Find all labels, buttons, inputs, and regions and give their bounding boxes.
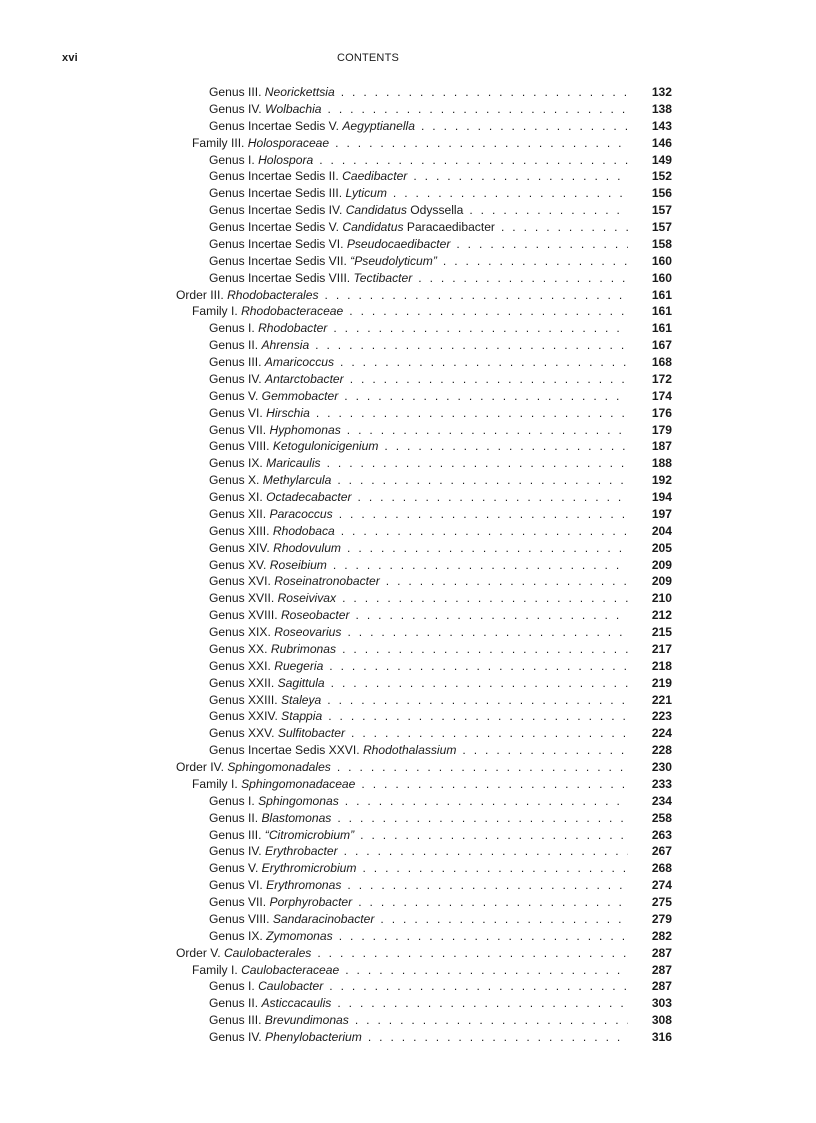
taxon-name: Amaricoccus: [264, 355, 335, 369]
toc-entry-title: [176, 337, 628, 354]
toc-entry: [176, 405, 672, 422]
toc-entry: [176, 911, 672, 928]
toc-entry-title: [176, 489, 628, 506]
toc-entry-title: [176, 168, 628, 185]
taxon-name: Wolbachia: [265, 101, 322, 116]
toc-entry-title: [176, 101, 628, 118]
taxon-name: Holosporaceae: [247, 135, 330, 150]
toc-page-number: 212: [632, 607, 672, 624]
rank-label: Genus IX.: [209, 928, 267, 943]
taxon-name: Candidatus: [342, 220, 404, 234]
taxon-name: Sandaracinobacter: [272, 911, 375, 926]
toc-entry-title: [176, 759, 628, 776]
toc-entry: [176, 810, 672, 827]
rank-label: Genus Incertae Sedis V.: [209, 118, 343, 133]
toc-entry-title: [176, 506, 628, 523]
toc-page-number: 156: [632, 185, 672, 202]
toc-entry-title: [176, 472, 628, 489]
toc-entry-title: [176, 995, 628, 1012]
toc-entry: [176, 337, 672, 354]
rank-label: Genus III.: [209, 355, 265, 369]
toc-entry: [176, 320, 672, 337]
toc-entry: [176, 1029, 672, 1046]
taxon-name: Caulobacterales: [223, 945, 312, 960]
toc-entry-title: [176, 978, 628, 995]
toc-entry: [176, 540, 672, 557]
rank-label: Genus II.: [209, 810, 262, 825]
rank-label: Genus XVIII.: [209, 608, 281, 623]
taxon-name: Rubrimonas: [270, 641, 337, 656]
table-of-contents: [176, 84, 672, 1046]
toc-entry: [176, 354, 672, 371]
taxon-name: Tectibacter: [353, 270, 413, 285]
taxon-name: Aegyptianella: [342, 118, 415, 133]
taxon-name: Rhodovulum: [273, 540, 342, 555]
toc-entry: [176, 692, 672, 709]
rank-label: Order IV.: [176, 760, 228, 774]
toc-entry: [176, 303, 672, 320]
toc-entry: [176, 708, 672, 725]
toc-entry: [176, 236, 672, 253]
taxon-name: Erythromicrobium: [261, 861, 357, 876]
toc-entry: [176, 928, 672, 945]
taxon-name: Roseibium: [269, 557, 327, 572]
taxon-name: Rhodothalassium: [362, 743, 457, 758]
taxon-name: Roseivivax: [277, 591, 337, 606]
toc-page-number: 160: [632, 253, 672, 270]
rank-label: Genus VIII.: [209, 439, 273, 454]
toc-entry-title: [176, 658, 628, 675]
taxon-name: Rhodobaca: [272, 523, 335, 538]
toc-entry: [176, 523, 672, 540]
taxon-name: Paracoccus: [269, 506, 333, 521]
toc-entry: [176, 860, 672, 877]
toc-page-number: 138: [632, 101, 672, 118]
toc-entry: [176, 877, 672, 894]
toc-entry-title: [176, 843, 628, 860]
toc-page-number: 188: [632, 455, 672, 472]
toc-entry-title: [176, 708, 628, 725]
toc-page-number: 218: [632, 658, 672, 675]
rank-label: Genus Incertae Sedis VIII.: [209, 270, 354, 285]
taxon-name: Sagittula: [277, 675, 325, 690]
rank-label: Genus XX.: [209, 641, 271, 656]
toc-page-number: 268: [632, 860, 672, 877]
toc-entry: [176, 962, 672, 979]
taxon-name: Erythrobacter: [265, 844, 338, 859]
toc-entry-title: [176, 202, 628, 219]
rank-label: Genus II.: [209, 996, 262, 1011]
toc-entry-title: [176, 607, 628, 624]
toc-entry: [176, 101, 672, 118]
toc-page-number: 204: [632, 523, 672, 540]
taxon-name: Stappia: [281, 709, 323, 724]
toc-page-number: 282: [632, 928, 672, 945]
toc-page-number: 149: [632, 152, 672, 169]
toc-entry-title: [176, 219, 628, 236]
rank-label: Genus Incertae Sedis II.: [209, 169, 343, 184]
rank-label: Family III.: [192, 135, 248, 150]
toc-entry-title: [176, 438, 628, 455]
rank-label: Paracaedibacter: [403, 220, 495, 234]
toc-entry: [176, 422, 672, 439]
toc-entry: [176, 945, 672, 962]
toc-entry: [176, 658, 672, 675]
taxon-name: Gemmobacter: [261, 388, 339, 403]
taxon-name: Brevundimonas: [264, 1013, 349, 1028]
taxon-name: Rhodobacteraceae: [241, 304, 344, 319]
taxon-name: Caedibacter: [342, 169, 408, 184]
rank-label: Genus XXIII.: [209, 692, 281, 707]
toc-entry: [176, 557, 672, 574]
toc-entry-title: [176, 455, 628, 472]
rank-label: Genus XIII.: [209, 523, 273, 538]
taxon-name: Hyphomonas: [269, 422, 341, 437]
toc-page-number: 152: [632, 168, 672, 185]
toc-page-number: 168: [632, 354, 672, 371]
taxon-name: Roseinatronobacter: [274, 574, 380, 589]
toc-page-number: 221: [632, 692, 672, 709]
toc-entry-title: [176, 371, 628, 388]
toc-page-number: 228: [632, 742, 672, 759]
rank-label: Genus I.: [209, 321, 259, 336]
rank-label: Genus XIV.: [209, 540, 274, 555]
toc-entry-title: [176, 692, 628, 709]
toc-entry-title: [176, 270, 628, 287]
toc-entry: [176, 472, 672, 489]
toc-page-number: 209: [632, 557, 672, 574]
rank-label: Family I.: [192, 304, 242, 319]
toc-entry-title: [176, 860, 628, 877]
toc-page-number: 234: [632, 793, 672, 810]
toc-entry-title: [176, 303, 628, 320]
rank-label: Genus II.: [209, 338, 262, 353]
toc-entry: [176, 725, 672, 742]
toc-entry-title: [176, 557, 628, 574]
rank-label: Genus XVI.: [209, 574, 275, 589]
toc-page-number: 308: [632, 1012, 672, 1029]
taxon-name: Sphingomonadaceae: [241, 776, 356, 791]
taxon-name: Antarctobacter: [265, 371, 344, 386]
toc-page-number: 192: [632, 472, 672, 489]
toc-entry: [176, 455, 672, 472]
toc-page-number: 215: [632, 624, 672, 641]
rank-label: Genus IV.: [209, 371, 266, 386]
toc-page-number: 274: [632, 877, 672, 894]
taxon-name: Sphingomonas: [258, 793, 339, 808]
toc-entry: [176, 371, 672, 388]
rank-label: Genus IV.: [209, 101, 266, 116]
toc-entry-title: [176, 253, 628, 270]
rank-label: Genus Incertae Sedis XXVI.: [209, 743, 363, 758]
toc-entry: [176, 270, 672, 287]
toc-page-number: 224: [632, 725, 672, 742]
rank-label: Genus VII.: [209, 422, 270, 437]
toc-entry: [176, 168, 672, 185]
toc-page-number: 187: [632, 438, 672, 455]
rank-label: Genus XV.: [209, 557, 270, 572]
rank-label: Genus I.: [209, 979, 259, 994]
taxon-name: “Citromicrobium”: [264, 827, 355, 842]
taxon-name: Porphyrobacter: [269, 895, 353, 909]
toc-page-number: 287: [632, 945, 672, 962]
taxon-name: Pseudocaedibacter: [346, 236, 451, 251]
toc-page-number: 160: [632, 270, 672, 287]
toc-page-number: 157: [632, 219, 672, 236]
toc-page-number: 174: [632, 388, 672, 405]
rank-label: Genus IV.: [209, 844, 266, 859]
rank-label: Genus XXIV.: [209, 709, 282, 724]
toc-page-number: 219: [632, 675, 672, 692]
rank-label: Family I.: [192, 962, 242, 977]
toc-page-number: 275: [632, 894, 672, 911]
toc-page-number: 143: [632, 118, 672, 135]
taxon-name: Staleya: [280, 692, 322, 707]
toc-entry-title: [176, 590, 628, 607]
rank-label: Genus Incertae Sedis VII.: [209, 253, 351, 268]
toc-entry: [176, 827, 672, 844]
toc-entry-title: [176, 135, 628, 152]
taxon-name: Rhodobacterales: [227, 287, 319, 302]
toc-entry-title: [176, 405, 628, 422]
toc-entry: [176, 590, 672, 607]
toc-entry: [176, 641, 672, 658]
toc-page-number: 132: [632, 84, 672, 101]
taxon-name: Holospora: [258, 152, 314, 167]
toc-page-number: 146: [632, 135, 672, 152]
page-number: xvi: [62, 52, 78, 64]
toc-entry: [176, 438, 672, 455]
toc-entry-title: [176, 152, 628, 169]
taxon-name: Sphingomonadales: [227, 760, 331, 774]
taxon-name: Maricaulis: [266, 456, 321, 471]
taxon-name: Caulobacteraceae: [241, 962, 340, 977]
toc-entry-title: [176, 118, 628, 135]
rank-label: Odyssella: [406, 203, 464, 218]
toc-page-number: 197: [632, 506, 672, 523]
toc-entry: [176, 1012, 672, 1029]
taxon-name: Zymomonas: [266, 928, 333, 943]
taxon-name: Caulobacter: [258, 979, 324, 994]
taxon-name: Methylarcula: [262, 473, 332, 488]
toc-entry-title: [176, 742, 628, 759]
toc-entry: [176, 84, 672, 101]
taxon-name: Lyticum: [345, 186, 387, 201]
toc-page-number: 217: [632, 641, 672, 658]
taxon-name: Ketogulonicigenium: [272, 439, 379, 454]
rank-label: Genus XXV.: [209, 726, 278, 741]
toc-page-number: 205: [632, 540, 672, 557]
toc-entry-title: [176, 793, 628, 810]
rank-label: Genus Incertae Sedis IV.: [209, 203, 346, 218]
toc-page-number: 167: [632, 337, 672, 354]
taxon-name: Roseovarius: [274, 625, 342, 639]
toc-page-number: 161: [632, 303, 672, 320]
toc-entry-title: [176, 675, 628, 692]
toc-entry-title: [176, 725, 628, 742]
toc-page-number: 230: [632, 759, 672, 776]
toc-entry: [176, 202, 672, 219]
taxon-name: Candidatus: [345, 203, 407, 218]
rank-label: Genus XXII.: [209, 675, 278, 690]
taxon-name: Neorickettsia: [264, 85, 335, 99]
toc-entry: [176, 843, 672, 860]
rank-label: Genus I.: [209, 152, 259, 167]
rank-label: Genus V.: [209, 861, 262, 876]
toc-entry-title: [176, 962, 628, 979]
toc-entry-title: [176, 810, 628, 827]
rank-label: Genus X.: [209, 473, 263, 488]
toc-page-number: 161: [632, 320, 672, 337]
running-title: CONTENTS: [336, 52, 400, 64]
toc-entry-title: [176, 641, 628, 658]
toc-page-number: 303: [632, 995, 672, 1012]
toc-entry-title: [176, 236, 628, 253]
toc-page-number: 161: [632, 287, 672, 304]
toc-entry-title: [176, 945, 628, 962]
toc-entry-title: [176, 422, 628, 439]
toc-entry-title: [176, 776, 628, 793]
rank-label: Genus V.: [209, 388, 262, 403]
toc-entry: [176, 287, 672, 304]
toc-entry-title: [176, 1012, 628, 1029]
toc-page-number: 279: [632, 911, 672, 928]
toc-page-number: 316: [632, 1029, 672, 1046]
toc-page-number: 172: [632, 371, 672, 388]
toc-entry: [176, 742, 672, 759]
toc-entry-title: [176, 84, 628, 101]
taxon-name: “Pseudolyticum”: [350, 253, 437, 268]
rank-label: Order III.: [176, 287, 228, 302]
toc-entry-title: [176, 354, 628, 371]
toc-entry: [176, 894, 672, 911]
toc-entry-title: [176, 1029, 628, 1046]
taxon-name: Blastomonas: [261, 810, 332, 825]
toc-entry: [176, 253, 672, 270]
taxon-name: Phenylobacterium: [265, 1030, 362, 1044]
toc-entry: [176, 793, 672, 810]
rank-label: Genus I.: [209, 793, 259, 808]
toc-entry: [176, 675, 672, 692]
toc-entry: [176, 607, 672, 624]
toc-entry-title: [176, 523, 628, 540]
toc-entry-title: [176, 287, 628, 304]
toc-page-number: 258: [632, 810, 672, 827]
toc-entry: [176, 152, 672, 169]
toc-entry: [176, 118, 672, 135]
rank-label: Genus IV.: [209, 1030, 266, 1044]
rank-label: Genus III.: [209, 85, 265, 99]
toc-entry-title: [176, 877, 628, 894]
rank-label: Genus XVII.: [209, 591, 278, 606]
rank-label: Genus VII.: [209, 895, 270, 909]
taxon-name: Sulfitobacter: [277, 726, 346, 741]
toc-entry: [176, 573, 672, 590]
rank-label: Genus Incertae Sedis VI.: [209, 236, 347, 251]
toc-page-number: 158: [632, 236, 672, 253]
toc-page-number: 179: [632, 422, 672, 439]
taxon-name: Roseobacter: [280, 608, 350, 623]
toc-entry-title: [176, 827, 628, 844]
rank-label: Genus XII.: [209, 506, 270, 521]
rank-label: Genus XI.: [209, 490, 267, 504]
toc-entry: [176, 776, 672, 793]
toc-entry: [176, 388, 672, 405]
toc-page-number: 210: [632, 590, 672, 607]
taxon-name: Rhodobacter: [258, 321, 328, 336]
toc-entry-title: [176, 388, 628, 405]
toc-entry-title: [176, 911, 628, 928]
taxon-name: Ruegeria: [274, 658, 324, 673]
rank-label: Genus XIX.: [209, 625, 275, 639]
toc-entry-title: [176, 573, 628, 590]
rank-label: Genus XXI.: [209, 658, 275, 673]
rank-label: Genus IX.: [209, 456, 267, 471]
rank-label: Genus VIII.: [209, 911, 273, 926]
rank-label: Genus III.: [209, 827, 265, 842]
rank-label: Genus VI.: [209, 878, 267, 893]
toc-entry: [176, 978, 672, 995]
rank-label: Genus Incertae Sedis III.: [209, 186, 346, 201]
running-header: [62, 52, 674, 68]
toc-entry: [176, 185, 672, 202]
taxon-name: Asticcacaulis: [261, 996, 332, 1011]
toc-page-number: 287: [632, 962, 672, 979]
toc-entry: [176, 624, 672, 641]
toc-entry: [176, 995, 672, 1012]
toc-page-number: 267: [632, 843, 672, 860]
toc-page-number: 209: [632, 573, 672, 590]
rank-label: Family I.: [192, 776, 242, 791]
toc-page-number: 223: [632, 708, 672, 725]
rank-label: Order V.: [176, 945, 224, 960]
rank-label: Genus Incertae Sedis V.: [209, 220, 343, 234]
toc-entry: [176, 759, 672, 776]
taxon-name: Octadecabacter: [266, 490, 352, 504]
toc-entry: [176, 135, 672, 152]
toc-entry-title: [176, 624, 628, 641]
toc-entry-title: [176, 185, 628, 202]
toc-page-number: 176: [632, 405, 672, 422]
toc-page-number: 263: [632, 827, 672, 844]
toc-entry: [176, 489, 672, 506]
toc-page-number: 194: [632, 489, 672, 506]
rank-label: Genus VI.: [209, 405, 267, 420]
toc-entry-title: [176, 320, 628, 337]
toc-entry-title: [176, 540, 628, 557]
toc-entry-title: [176, 928, 628, 945]
toc-page-number: 233: [632, 776, 672, 793]
taxon-name: Erythromonas: [266, 878, 342, 893]
taxon-name: Ahrensia: [261, 338, 310, 353]
toc-entry: [176, 506, 672, 523]
rank-label: Genus III.: [209, 1013, 265, 1028]
toc-page-number: 157: [632, 202, 672, 219]
toc-page-number: 287: [632, 978, 672, 995]
toc-entry: [176, 219, 672, 236]
taxon-name: Hirschia: [266, 405, 310, 420]
toc-entry-title: [176, 894, 628, 911]
